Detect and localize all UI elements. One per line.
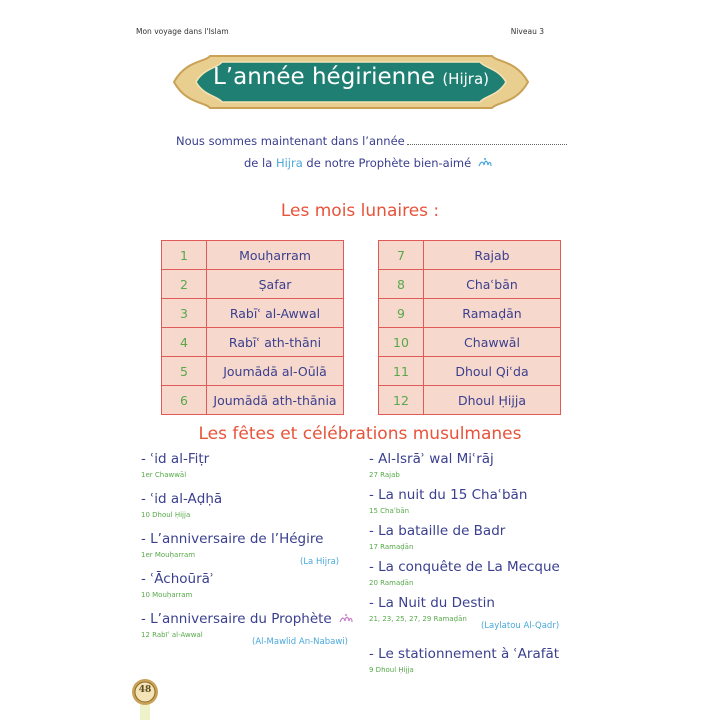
table-row — [379, 241, 561, 270]
page-number: 48 — [138, 685, 152, 695]
fete-date: 20 Ramaḍān — [369, 579, 414, 587]
intro-line-2 — [244, 156, 492, 170]
month-name: Ramaḍān — [424, 299, 561, 328]
table-row — [162, 299, 344, 328]
salawat-calligraphy-icon — [339, 613, 353, 625]
fete-alias: (La Hijra) — [300, 557, 340, 567]
salawat-calligraphy-icon — [478, 157, 492, 169]
table-row — [162, 357, 344, 386]
fete-date: 10 Dhoul Ḥijja — [141, 511, 191, 519]
year-blank-field[interactable] — [407, 144, 567, 145]
fete-date: 12 Rabīʿ al-Awwal — [141, 631, 203, 639]
month-number: 7 — [379, 241, 424, 270]
month-number: 9 — [379, 299, 424, 328]
month-name: Dhoul Ḥijja — [424, 386, 561, 415]
fete-title: - Al-Isrāʾ wal Miʿrāj — [369, 451, 494, 467]
month-name: Chaʿbān — [424, 270, 561, 299]
months-table-left — [161, 240, 344, 415]
month-name: Rajab — [424, 241, 561, 270]
header-level: Niveau 3 — [510, 27, 544, 36]
fete-title: - La conquête de La Mecque — [369, 559, 560, 575]
table-row — [162, 270, 344, 299]
intro-text-1: Nous sommes maintenant dans l’année — [176, 134, 405, 148]
fete-title: - Le stationnement à ʿArafāt — [369, 646, 560, 662]
month-number: 5 — [162, 357, 207, 386]
page-subtitle: (Hijra) — [442, 70, 489, 88]
fete-title: - La bataille de Badr — [369, 523, 506, 539]
title-banner — [166, 50, 536, 115]
month-number: 11 — [379, 357, 424, 386]
table-row — [379, 328, 561, 357]
month-name: Rabīʿ ath-thāni — [207, 328, 344, 357]
month-name: Ṣafar — [207, 270, 344, 299]
fete-title: - ʿid al-Fiṭr — [141, 451, 210, 467]
fete-alias: (Al-Mawlid An-Nabawi) — [252, 637, 348, 647]
fete-date: 10 Mouḥarram — [141, 591, 193, 599]
fete-title — [141, 611, 353, 627]
fete-date: 21, 23, 25, 27, 29 Ramaḍān — [369, 615, 467, 623]
month-name: Chawwāl — [424, 328, 561, 357]
month-number: 3 — [162, 299, 207, 328]
fete-title: - L’anniversaire de l’Hégire — [141, 531, 324, 547]
fete-title: - ʿĀchoūrāʾ — [141, 571, 215, 587]
fete-date: 15 Chaʿbān — [369, 507, 410, 515]
month-number: 4 — [162, 328, 207, 357]
month-name: Rabīʿ al-Awwal — [207, 299, 344, 328]
intro-text-2b: de notre Prophète bien-aimé — [306, 156, 472, 170]
intro-text-2a: de la — [244, 156, 273, 170]
fete-title: - La nuit du 15 Chaʿbān — [369, 487, 528, 503]
intro-hijra-highlight: Hijra — [275, 156, 303, 170]
table-row — [379, 386, 561, 415]
table-row — [162, 241, 344, 270]
fete-title: - ʿid al-Aḍḥā — [141, 491, 223, 507]
fetes-heading: Les fêtes et célébrations musulmanes — [198, 424, 522, 444]
fete-title: - La Nuit du Destin — [369, 595, 495, 611]
table-row — [379, 270, 561, 299]
fete-date: 1er Chawwāl — [141, 471, 187, 479]
fete-date: 9 Dhoul Ḥijja — [369, 666, 414, 674]
month-number: 2 — [162, 270, 207, 299]
month-name: Mouḥarram — [207, 241, 344, 270]
month-number: 12 — [379, 386, 424, 415]
fete-alias: (Laylatou Al-Qadr) — [481, 621, 560, 631]
fete-date: 17 Ramaḍān — [369, 543, 414, 551]
intro-line-1 — [176, 134, 567, 148]
month-name: Dhoul Qiʿda — [424, 357, 561, 386]
fete-title-text: - L’anniversaire du Prophète — [141, 611, 332, 627]
month-number: 8 — [379, 270, 424, 299]
table-row — [162, 386, 344, 415]
months-heading: Les mois lunaires : — [280, 201, 440, 221]
fete-date: 27 Rajab — [369, 471, 400, 479]
month-number: 1 — [162, 241, 207, 270]
fete-date: 1er Mouḥarram — [141, 551, 196, 559]
table-row — [379, 299, 561, 328]
month-name: Joumādā al-Oūlā — [207, 357, 344, 386]
table-row — [162, 328, 344, 357]
page-title: L’année hégirienne — [212, 64, 435, 90]
month-number: 10 — [379, 328, 424, 357]
month-name: Joumādā ath-thānia — [207, 386, 344, 415]
header-book-title: Mon voyage dans l'Islam — [136, 27, 229, 36]
months-table-right — [378, 240, 561, 415]
table-row — [379, 357, 561, 386]
month-number: 6 — [162, 386, 207, 415]
